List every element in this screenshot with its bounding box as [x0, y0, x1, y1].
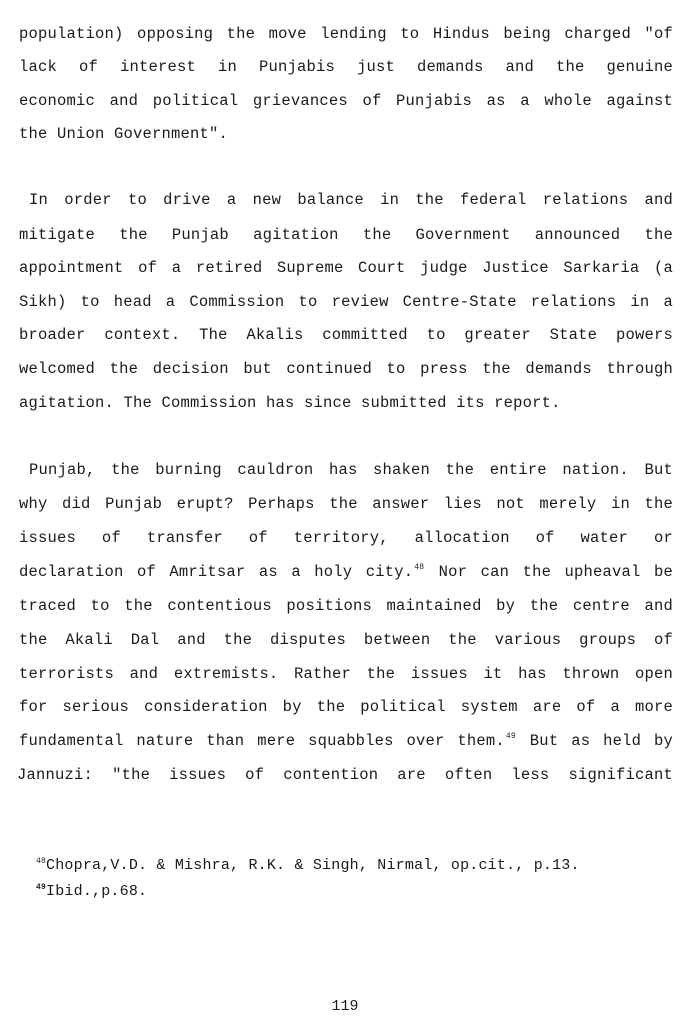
body-line: broader context. The Akalis committed to greater State powers: [19, 326, 673, 344]
body-line: why did Punjab erupt? Perhaps the answer lies not merely in the: [19, 495, 673, 513]
footnote-49: [36, 883, 147, 901]
body-line: terrorists and extremists. Rather the issues it has thrown open: [19, 665, 673, 683]
body-line-with-footnote-ref: [19, 562, 673, 582]
footnote-number: 48: [36, 857, 47, 866]
body-line: agitation. The Commission has since submitted its report.: [19, 394, 561, 412]
body-line: for serious consideration by the political system are of a more: [19, 698, 673, 716]
body-line: Jannuzi: "the issues of contention are often less significant: [17, 766, 673, 784]
body-line: welcomed the decision but continued to press the demands through: [19, 360, 673, 378]
body-line: issues of transfer of territory, allocation of water or: [19, 529, 673, 547]
footnote-ref-49[interactable]: 49: [505, 732, 516, 741]
line-text: Nor can the upheaval be: [425, 563, 673, 581]
body-line: economic and political grievances of Punjabis as a whole against: [19, 92, 673, 110]
body-line: appointment of a retired Supreme Court judge Justice Sarkaria (a: [19, 259, 673, 277]
footnote-48: [36, 857, 580, 875]
footnote-text: Chopra,V.D. & Mishra, R.K. & Singh, Nirmal, op.cit., p.13.: [46, 857, 580, 874]
page-number: 119: [331, 998, 359, 1015]
body-line-with-footnote-ref: [19, 731, 673, 751]
body-line: Punjab, the burning cauldron has shaken the entire nation. But: [29, 461, 673, 479]
body-line: the Akali Dal and the disputes between the various groups of: [19, 631, 673, 649]
body-line: Sikh) to head a Commission to review Centre-State relations in a: [19, 293, 673, 311]
body-line: population) opposing the move lending to Hindus being charged "of: [19, 25, 673, 43]
footnote-text: Ibid.,p.68.: [46, 883, 148, 900]
body-line: lack of interest in Punjabis just demands and the genuine: [19, 58, 673, 76]
line-text: fundamental nature than mere squabbles over them.: [19, 732, 505, 750]
line-text: declaration of Amritsar as a holy city.: [19, 563, 414, 581]
body-line: the Union Government".: [19, 125, 229, 143]
body-line: In order to drive a new balance in the federal relations and: [29, 191, 673, 209]
line-text: But as held by: [516, 732, 673, 750]
body-line: mitigate the Punjab agitation the Government announced the: [19, 226, 673, 244]
footnote-number: 49: [36, 883, 47, 892]
footnote-ref-48[interactable]: 48: [414, 563, 425, 572]
body-line: traced to the contentious positions maintained by the centre and: [19, 597, 673, 615]
